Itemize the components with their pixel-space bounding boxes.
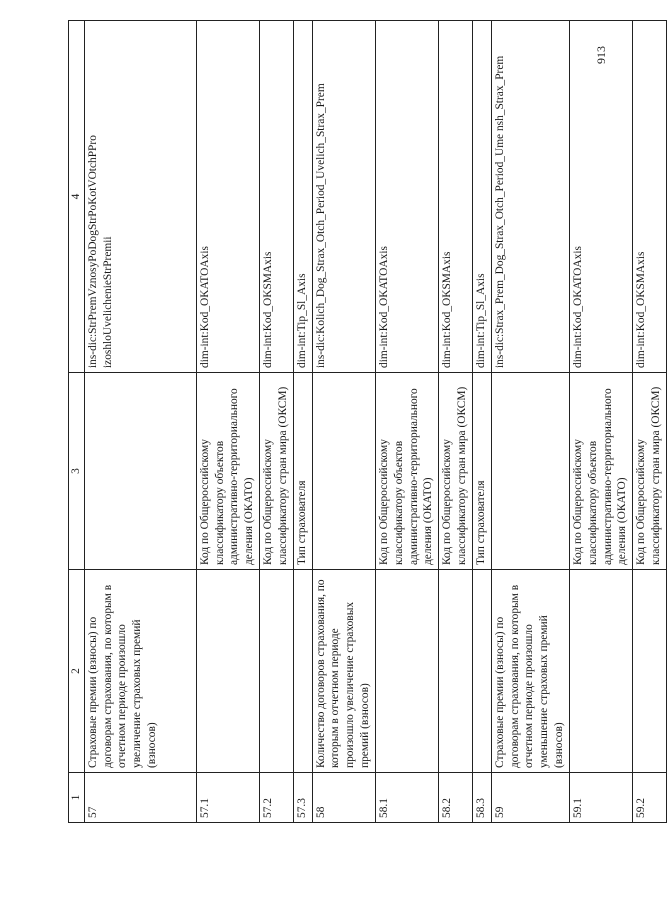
table-row: [439, 21, 473, 823]
row-description: [293, 570, 312, 773]
page-number: 913: [594, 46, 608, 64]
row-description: [569, 570, 632, 773]
row-element: dim-int:Kod_OKATOAxis: [569, 21, 632, 373]
row-element: dim-int:Kod_OKSMAxis: [260, 21, 294, 373]
row-note: Код по Общероссийскому классификатору стран мира (ОКСМ): [260, 373, 294, 570]
row-element: ins-dic:StrPremVznosyPoDogStrPoKotVOtchPPro izoshloUvelichenieStrPremii: [84, 21, 196, 373]
row-note: Код по Общероссийскому классификатору стран мира (ОКСМ): [633, 373, 667, 570]
table-row: [293, 21, 312, 823]
row-note: [312, 373, 375, 570]
row-number: 58.1: [375, 773, 438, 823]
row-element: dim-int:Kod_OKATOAxis: [196, 21, 259, 373]
row-note: Код по Общероссийскому классификатору объектов административно-территориального деления (ОКАТО): [375, 373, 438, 570]
header-cell: 2: [69, 570, 85, 773]
row-element: ins-dic:Strax_Prem_Dog_Strax_Otch_Period_Ume nsh_Strax_Prem: [491, 21, 569, 373]
table-row: [84, 21, 196, 823]
row-description: [375, 570, 438, 773]
row-description: [196, 570, 259, 773]
row-number: 58.2: [439, 773, 473, 823]
row-note: [491, 373, 569, 570]
table-row: [375, 21, 438, 823]
row-number: 59: [491, 773, 569, 823]
row-number: 57.1: [196, 773, 259, 823]
header-cell: 4: [69, 21, 85, 373]
row-number: 57.2: [260, 773, 294, 823]
row-description: [472, 570, 491, 773]
row-number: 58.3: [472, 773, 491, 823]
row-description: [260, 570, 294, 773]
row-note: Код по Общероссийскому классификатору стран мира (ОКСМ): [439, 373, 473, 570]
row-description: Страховые премии (взносы) по договорам страхования, по которым в отчетном периоде произошло уменьшение страховых премий (взносов): [491, 570, 569, 773]
row-note: [84, 373, 196, 570]
header-cell: 1: [69, 773, 85, 823]
row-note: Код по Общероссийскому классификатору объектов административно-территориального деления (ОКАТО): [196, 373, 259, 570]
table-row: [472, 21, 491, 823]
row-description: Количество договоров страхования, по которым в отчетном периоде произошло увеличение страховых премий (взносов): [312, 570, 375, 773]
row-number: 59.1: [569, 773, 632, 823]
row-note: Тип страхователя: [293, 373, 312, 570]
row-description: [633, 570, 667, 773]
row-element: ins-dic:Kolich_Dog_Strax_Otch_Period_Uvelich_Strax_Prem: [312, 21, 375, 373]
row-number: 57: [84, 773, 196, 823]
row-element: dim-int:Tip_Sl_Axis: [472, 21, 491, 373]
row-note: Код по Общероссийскому классификатору объектов административно-территориального деления (ОКАТО): [569, 373, 632, 570]
row-description: [439, 570, 473, 773]
header-cell: 3: [69, 373, 85, 570]
row-description: Страховые премии (взносы) по договорам страхования, по которым в отчетном периоде произошло увеличение страховых премий (взносов): [84, 570, 196, 773]
table-row: [633, 21, 667, 823]
row-number: 58: [312, 773, 375, 823]
table-row: [569, 21, 632, 823]
row-number: 57.3: [293, 773, 312, 823]
data-table: [68, 20, 667, 823]
header-row: [69, 21, 85, 823]
row-number: 59.2: [633, 773, 667, 823]
row-element: dim-int:Kod_OKSMAxis: [633, 21, 667, 373]
table-row: [491, 21, 569, 823]
table-row: [312, 21, 375, 823]
row-element: dim-int:Tip_Sl_Axis: [293, 21, 312, 373]
row-element: dim-int:Kod_OKSMAxis: [439, 21, 473, 373]
table-row: [260, 21, 294, 823]
row-element: dim-int:Kod_OKATOAxis: [375, 21, 438, 373]
table-row: [196, 21, 259, 823]
row-note: Тип страхователя: [472, 373, 491, 570]
